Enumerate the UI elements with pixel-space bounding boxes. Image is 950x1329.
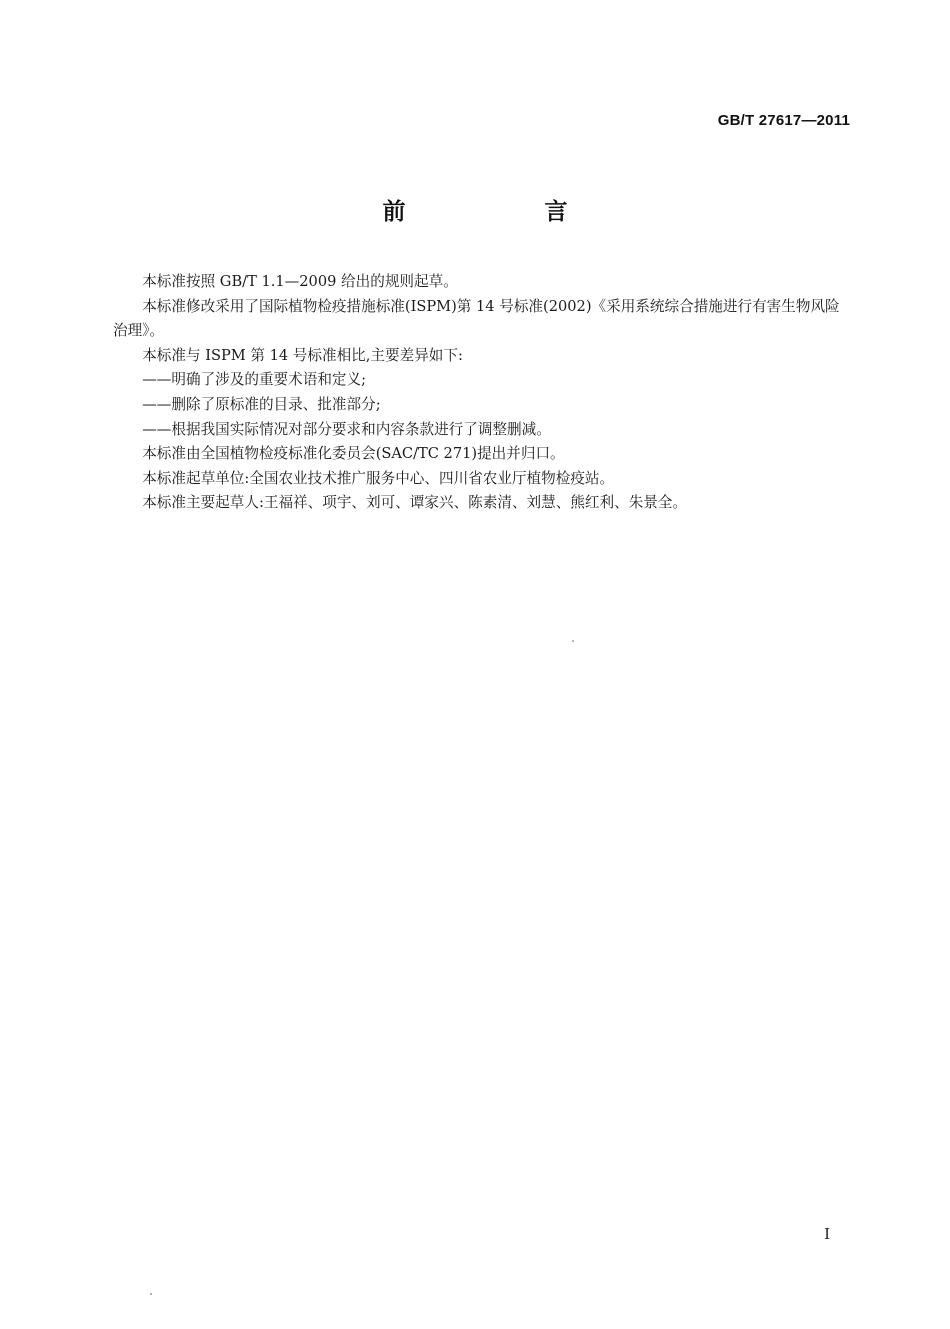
list-item-difference: ——根据我国实际情况对部分要求和内容条款进行了调整删减。 <box>142 420 551 438</box>
preface-body <box>113 270 853 516</box>
paragraph-drafting-units: 本标准起草单位:全国农业技术推广服务中心、四川省农业厅植物检疫站。 <box>142 469 615 487</box>
paragraph-adoption: 本标准修改采用了国际植物检疫措施标准(ISPM)第 14 号标准(2002)《采用系统综合措施进行有害生物风险治理》。 <box>113 297 840 340</box>
standard-code: GB/T 27617—2011 <box>717 112 850 129</box>
paragraph-drafters: 本标准主要起草人:王福祥、项宇、刘可、谭家兴、陈素清、刘慧、熊红利、朱景全。 <box>142 494 688 512</box>
paragraph-differences-intro: 本标准与 ISPM 第 14 号标准相比,主要差异如下: <box>142 346 463 364</box>
page-title: 前 言 <box>382 199 626 225</box>
scan-speck <box>150 1293 152 1295</box>
scan-speck <box>572 640 574 642</box>
list-item-difference: ——删除了原标准的目录、批准部分; <box>142 395 381 413</box>
paragraph-drafting-rules: 本标准按照 GB/T 1.1—2009 给出的规则起草。 <box>142 273 458 290</box>
page-number: I <box>824 1225 830 1243</box>
paragraph-proposer: 本标准由全国植物检疫标准化委员会(SAC/TC 271)提出并归口。 <box>142 445 565 463</box>
list-item-difference: ——明确了涉及的重要术语和定义; <box>142 371 367 389</box>
